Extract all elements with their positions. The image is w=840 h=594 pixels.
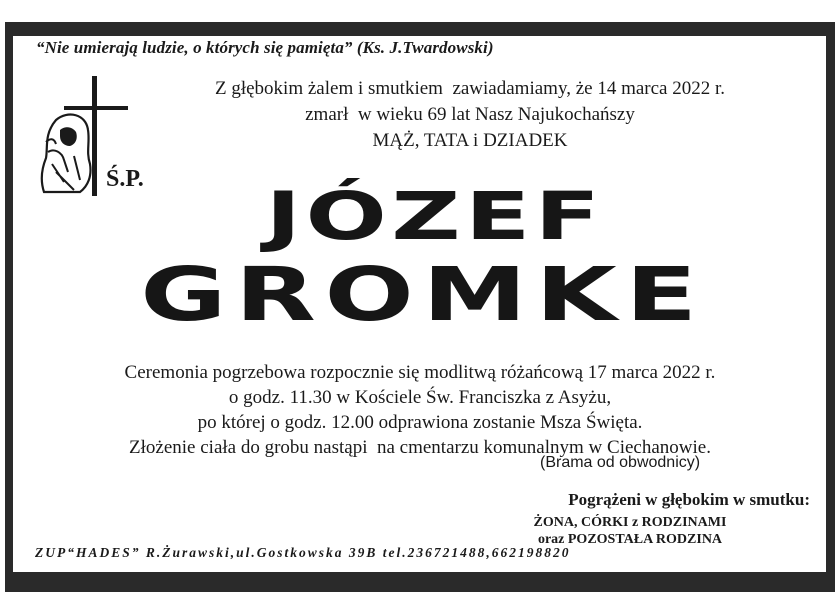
- mourners-heading: Pogrążeni w głębokim w smutku:: [568, 490, 810, 509]
- intro-line: MĄŻ, TATA i DZIADEK: [372, 130, 568, 151]
- deceased-first-name: JÓZEF: [265, 178, 605, 255]
- ceremony-details: [40, 360, 800, 460]
- intro-line: Z głębokim żalem i smutkiem zawiadamiamy, że 14 marca 2022 r.: [214, 78, 726, 99]
- ceremony-line: Ceremonia pogrzebowa rozpocznie się modlitwą różańcową 17 marca 2022 r.: [124, 362, 716, 383]
- gate-note: (Brama od obwodnicy): [540, 454, 701, 471]
- funeral-home-footer: ZUP“HADES” R.Żurawski,ul.Gostkowska 39B tel.236721488,662198820: [35, 545, 571, 560]
- ceremony-line: Złożenie ciała do grobu nastąpi na cmentarzu komunalnym w Ciechanowie.: [129, 437, 711, 458]
- ceremony-line: o godz. 11.30 w Kościele Św. Franciszka z Asyżu,: [228, 387, 612, 408]
- mourners-block: [450, 490, 810, 548]
- intro-line: zmarł w wieku 69 lat Nasz Najukochańszy: [305, 104, 635, 125]
- intro-text: [150, 76, 790, 154]
- sp-label: Ś.P.: [106, 166, 144, 192]
- deceased-last-name: GROMKE: [140, 252, 706, 338]
- mourners-line: ŻONA, CÓRKI z RODZINAMI: [533, 515, 727, 530]
- ceremony-line: po której o godz. 12.00 odprawiona zostanie Msza Święta.: [197, 412, 643, 433]
- motto-quote: “Nie umierają ludzie, o których się pamięta” (Ks. J.Twardowski): [36, 38, 494, 57]
- mourners-line: oraz POZOSTAŁA RODZINA: [537, 532, 723, 547]
